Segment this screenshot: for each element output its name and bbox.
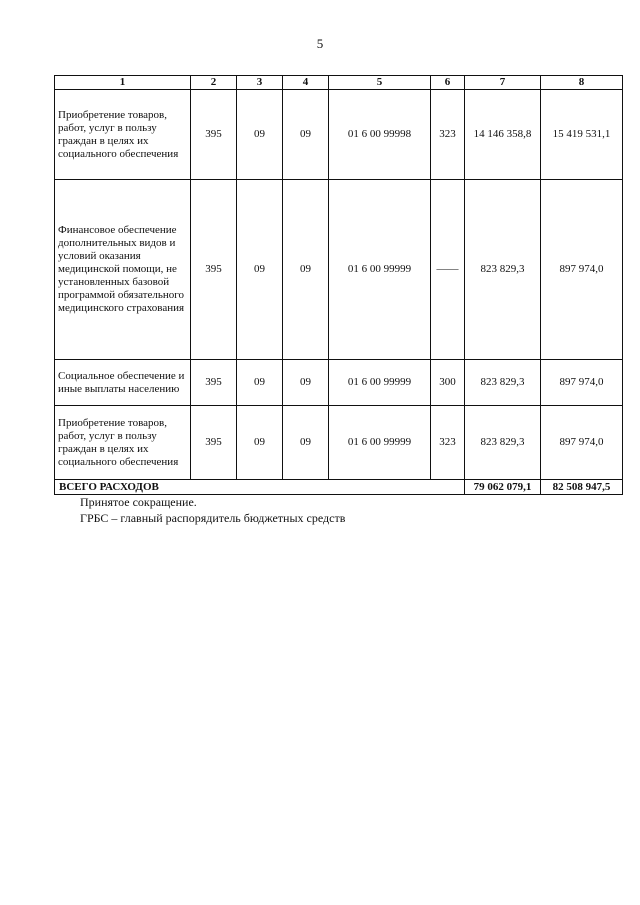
table-row [55, 90, 623, 180]
total-year2-cell: 82 508 947,5 [541, 480, 623, 495]
amount-year1-cell: 823 829,3 [465, 360, 541, 406]
header-cell: 8 [541, 76, 623, 90]
amount-year1-cell: 14 146 358,8 [465, 90, 541, 180]
total-row [55, 480, 623, 495]
header-cell: 2 [191, 76, 237, 90]
amount-year2-cell: 897 974,0 [541, 406, 623, 480]
expense-type-cell: 323 [431, 406, 465, 480]
amount-year1-cell: 823 829,3 [465, 406, 541, 480]
target-article-cell: 01 6 00 99999 [329, 360, 431, 406]
grbs-cell: 395 [191, 360, 237, 406]
header-cell: 5 [329, 76, 431, 90]
grbs-cell: 395 [191, 406, 237, 480]
total-label: ВСЕГО РАСХОДОВ [55, 480, 465, 495]
expense-type-cell: —— [431, 180, 465, 360]
amount-year2-cell: 15 419 531,1 [541, 90, 623, 180]
abbreviation-grbs: ГРБС – главный распорядитель бюджетных средств [80, 511, 346, 525]
target-article-cell: 01 6 00 99999 [329, 180, 431, 360]
expense-name-cell: Финансовое обеспечение дополнительных видов и условий оказания медицинской помощи, не установленных базовой программой обязательного медицинского страхования [55, 180, 191, 360]
section-cell: 09 [237, 180, 283, 360]
target-article-cell: 01 6 00 99999 [329, 406, 431, 480]
subsection-cell: 09 [283, 90, 329, 180]
subsection-cell: 09 [283, 406, 329, 480]
abbreviation-notes [80, 494, 345, 526]
header-cell: 3 [237, 76, 283, 90]
amount-year2-cell: 897 974,0 [541, 180, 623, 360]
expense-name-cell: Приобретение товаров, работ, услуг в пользу граждан в целях их социального обеспечения [55, 406, 191, 480]
subsection-cell: 09 [283, 360, 329, 406]
grbs-cell: 395 [191, 90, 237, 180]
table-row [55, 180, 623, 360]
table-header-row [55, 76, 623, 90]
expense-name-cell: Социальное обеспечение и иные выплаты населению [55, 360, 191, 406]
target-article-cell: 01 6 00 99998 [329, 90, 431, 180]
page-number: 5 [316, 36, 324, 51]
abbreviation-heading: Принятое сокращение. [80, 495, 197, 509]
total-year1-cell: 79 062 079,1 [465, 480, 541, 495]
expense-type-cell: 323 [431, 90, 465, 180]
section-cell: 09 [237, 406, 283, 480]
section-cell: 09 [237, 360, 283, 406]
header-cell: 6 [431, 76, 465, 90]
expense-type-cell: 300 [431, 360, 465, 406]
grbs-cell: 395 [191, 180, 237, 360]
section-cell: 09 [237, 90, 283, 180]
header-cell: 1 [55, 76, 191, 90]
expense-name-cell: Приобретение товаров, работ, услуг в пользу граждан в целях их социального обеспечения [55, 90, 191, 180]
header-cell: 4 [283, 76, 329, 90]
table-row [55, 406, 623, 480]
subsection-cell: 09 [283, 180, 329, 360]
amount-year2-cell: 897 974,0 [541, 360, 623, 406]
budget-table [54, 75, 623, 495]
header-cell: 7 [465, 76, 541, 90]
table-row [55, 360, 623, 406]
amount-year1-cell: 823 829,3 [465, 180, 541, 360]
